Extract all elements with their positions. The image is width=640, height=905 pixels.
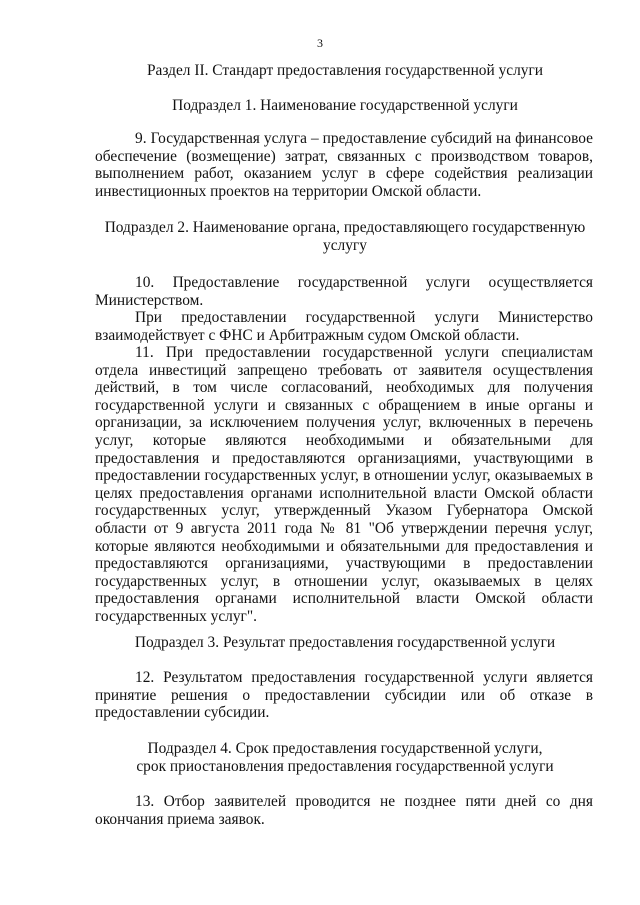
- paragraph-10: 10. Предоставление государственной услуги осуществляется Министерством.: [95, 274, 593, 309]
- subsection-4-title-line-2: срок приостановления предоставления государственной услуги: [136, 758, 554, 775]
- subsection-4-title: [90, 740, 600, 776]
- section-title: Раздел II. Стандарт предоставления государственной услуги: [146, 62, 544, 79]
- paragraph-12: 12. Результатом предоставления государственной услуги является принятие решения о предоставлении субсидии или об отказе в предоставлении субсидии.: [95, 669, 593, 722]
- paragraph-13: 13. Отбор заявителей проводится не позднее пяти дней со дня окончания приема заявок.: [95, 793, 593, 828]
- paragraph-10-continued: При предоставлении государственной услуги Министерство взаимодействует с ФНС и Арбитражным судом Омской области.: [95, 309, 593, 344]
- subsection-1-title: Подраздел 1. Наименование государственной услуги: [172, 97, 518, 114]
- subsection-3-title: Подраздел 3. Результат предоставления государственной услуги: [134, 634, 556, 651]
- subsection-4-title-line-1: Подраздел 4. Срок предоставления государственной услуги,: [147, 740, 543, 757]
- subsection-2-title: Подраздел 2. Наименование органа, предоставляющего государственную услугу: [104, 219, 586, 254]
- paragraph-11: 11. При предоставлении государственной услуги специалистам отдела инвестиций запрещено требовать от заявителя осуществления действий, в том числе согласований, необходимых для получения государственной услуги и связанных с обращением в иные органы и организации, за исключением получения услуг, включенных в перечень услуг, которые являются необходимыми и обязательными для предоставления и предоставляются организациями, участвующими в предоставлении государственных услуг, в отношении услуг, оказываемых в целях предоставления органами исполнительной власти Омской области государственных услуг, утвержденный Указом Губернатора Омской области от 9 августа 2011 года № 81 "Об утверждении перечня услуг, которые являются необходимыми и обязательными для предоставления и предоставляются организациями, участвующими в предоставлении государственных услуг, в отношении услуг, оказываемых в целях предоставления органами исполнительной власти Омской области государственных услуг".: [95, 344, 593, 625]
- paragraph-9: 9. Государственная услуга – предоставление субсидий на финансовое обеспечение (возмещение) затрат, связанных с производством товаров, выполнением работ, оказанием услуг в сфере содействия реализации инвестиционных проектов на территории Омской области.: [95, 130, 593, 200]
- page-number: 3: [317, 36, 323, 50]
